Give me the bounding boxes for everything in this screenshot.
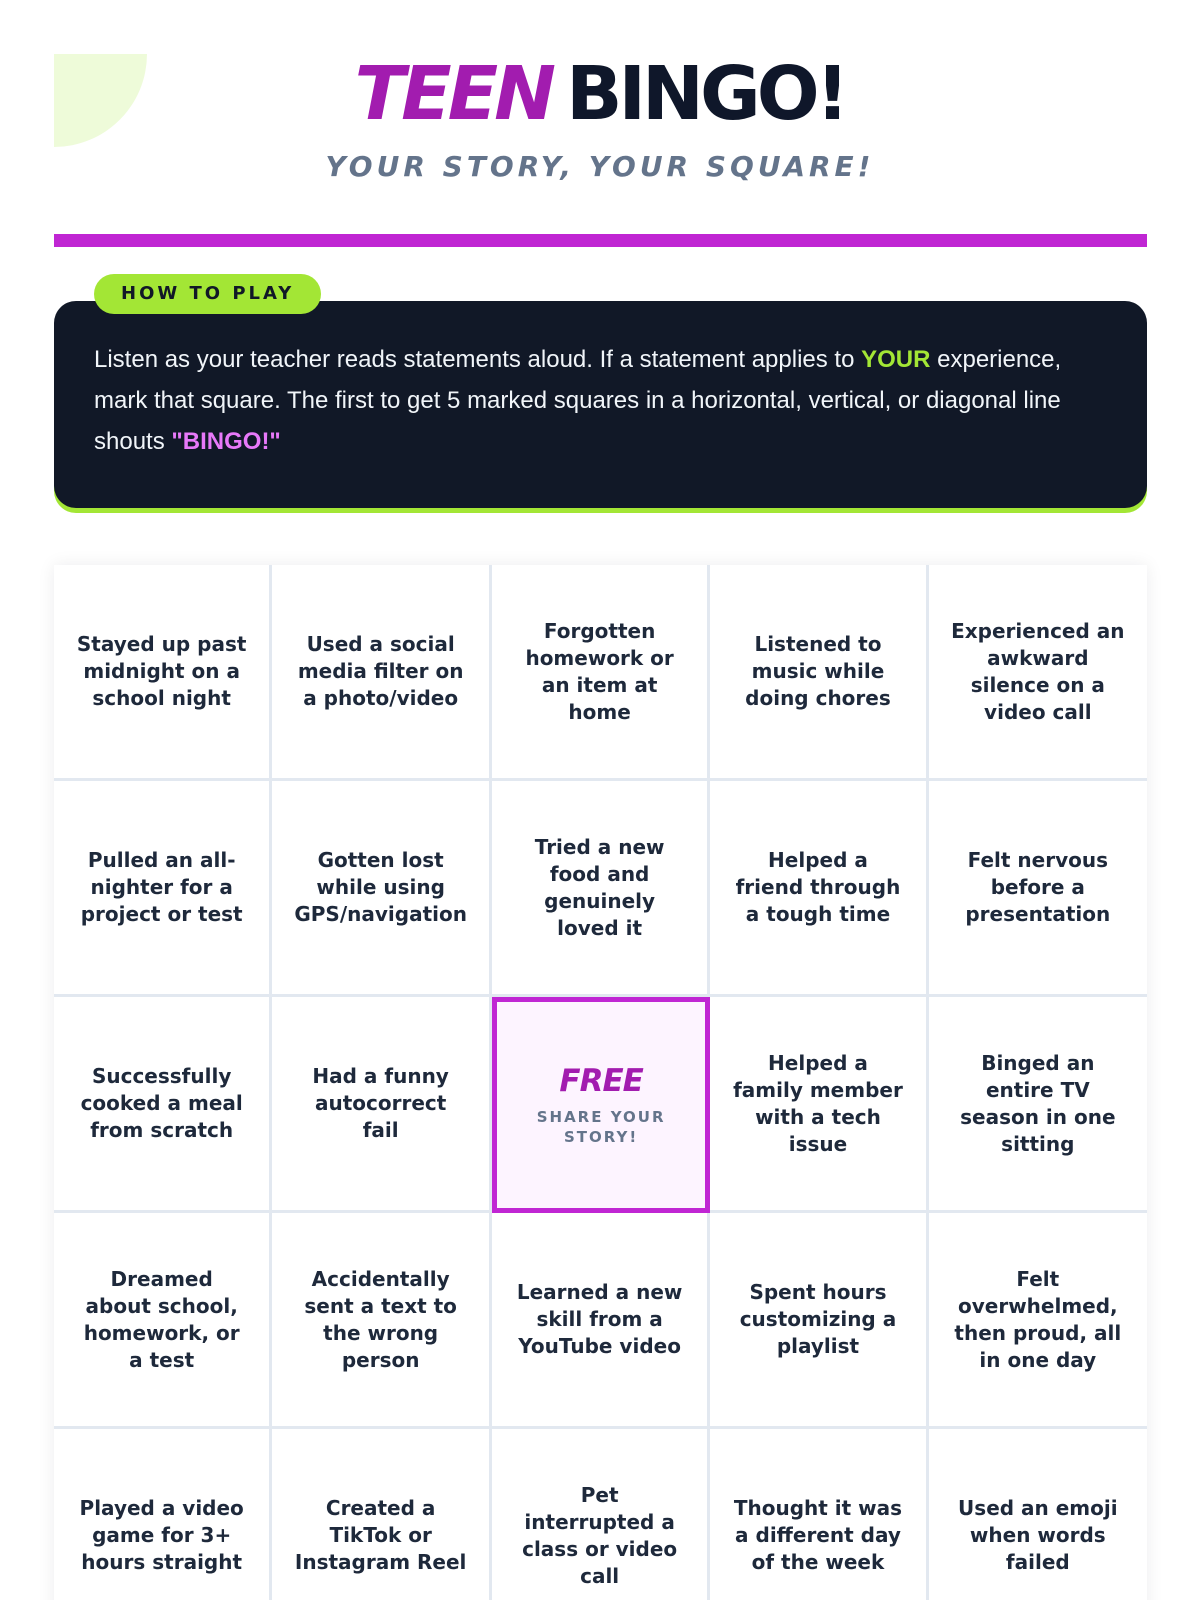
bingo-square[interactable]	[54, 997, 272, 1213]
bingo-square-text: Pet interrupted a class or video call	[522, 1482, 678, 1588]
bingo-square[interactable]	[54, 781, 272, 997]
bingo-square-text: Binged an entire TV season in one sitting	[960, 1050, 1116, 1156]
bingo-square[interactable]	[54, 1429, 272, 1600]
bingo-square[interactable]	[710, 565, 928, 781]
bingo-square-text: Used a social media filter on a photo/video	[297, 632, 464, 710]
how-to-play-instructions	[94, 339, 1114, 462]
bingo-square-text: Learned a new skill from a YouTube video	[516, 1280, 683, 1358]
bingo-square[interactable]	[710, 781, 928, 997]
bingo-square[interactable]	[710, 1429, 928, 1600]
bingo-square-text: Helped a friend through a tough time	[735, 848, 901, 926]
bingo-square-text: Used an emoji when words failed	[958, 1496, 1118, 1574]
bingo-square[interactable]	[929, 997, 1147, 1213]
bingo-square-text: Created a TikTok or Instagram Reel	[294, 1496, 467, 1574]
bingo-square[interactable]	[710, 1213, 928, 1429]
bingo-square[interactable]	[492, 565, 710, 781]
instructions-highlight-your: YOUR	[861, 346, 931, 373]
bingo-square[interactable]	[54, 565, 272, 781]
bingo-square-text: Gotten lost while using GPS/navigation	[294, 848, 467, 926]
bingo-square-text: Pulled an all-nighter for a project or test	[80, 848, 243, 926]
bingo-square[interactable]	[492, 1429, 710, 1600]
bingo-square[interactable]	[710, 997, 928, 1213]
bingo-square[interactable]	[272, 1429, 492, 1600]
title-teen: TEEN	[354, 51, 553, 137]
free-square[interactable]	[492, 997, 710, 1213]
bingo-square[interactable]	[272, 997, 492, 1213]
bingo-square-text: Felt overwhelmed, then proud, all in one day	[954, 1266, 1122, 1372]
bingo-square[interactable]	[54, 1213, 272, 1429]
bingo-square[interactable]	[492, 1213, 710, 1429]
bingo-square[interactable]	[929, 781, 1147, 997]
title-bingo: BINGO!	[566, 51, 846, 137]
how-to-play-label: HOW TO PLAY	[94, 274, 321, 314]
bingo-square-text: Dreamed about school, homework, or a test	[83, 1266, 240, 1372]
bingo-square-text: Felt nervous before a presentation	[965, 848, 1111, 926]
bingo-square-text: Forgotten homework or an item at home	[525, 618, 674, 724]
bingo-square-text: Stayed up past midnight on a school night	[76, 632, 247, 710]
instructions-text-middle: experience, mark that square. The first to get 5 marked squares in a horizontal, vertical, or diagonal line shouts	[94, 346, 1062, 455]
bingo-square-text: Helped a family member with a tech issue	[733, 1050, 903, 1156]
free-square-title: FREE	[559, 1063, 643, 1099]
bingo-square[interactable]	[272, 781, 492, 997]
page-subtitle: YOUR STORY, YOUR SQUARE!	[325, 150, 875, 183]
bingo-square-text: Successfully cooked a meal from scratch	[80, 1064, 243, 1142]
bingo-square-text: Tried a new food and genuinely loved it	[534, 834, 665, 940]
bingo-square-text: Experienced an awkward silence on a video call	[951, 618, 1125, 724]
bingo-square-text: Thought it was a different day of the week	[733, 1496, 903, 1574]
bingo-board	[54, 565, 1147, 1600]
bingo-square[interactable]	[272, 565, 492, 781]
bingo-square-text: Had a funny autocorrect fail	[312, 1064, 449, 1142]
instructions-highlight-bingo: "BINGO!"	[171, 428, 281, 455]
instructions-text-start: Listen as your teacher reads statements aloud. If a statement applies to	[94, 346, 862, 373]
bingo-square[interactable]	[929, 565, 1147, 781]
bingo-square-text: Played a video game for 3+ hours straight	[79, 1496, 244, 1574]
bingo-square-text: Accidentally sent a text to the wrong person	[304, 1266, 457, 1372]
bingo-square[interactable]	[929, 1213, 1147, 1429]
bingo-square[interactable]	[929, 1429, 1147, 1600]
header-divider	[54, 234, 1147, 247]
page-title	[0, 52, 1200, 136]
free-square-subtitle: SHARE YOUR STORY!	[536, 1108, 666, 1146]
bingo-square[interactable]	[272, 1213, 492, 1429]
bingo-square-text: Listened to music while doing chores	[745, 632, 891, 710]
bingo-square[interactable]	[492, 781, 710, 997]
bingo-square-text: Spent hours customizing a playlist	[739, 1280, 897, 1358]
